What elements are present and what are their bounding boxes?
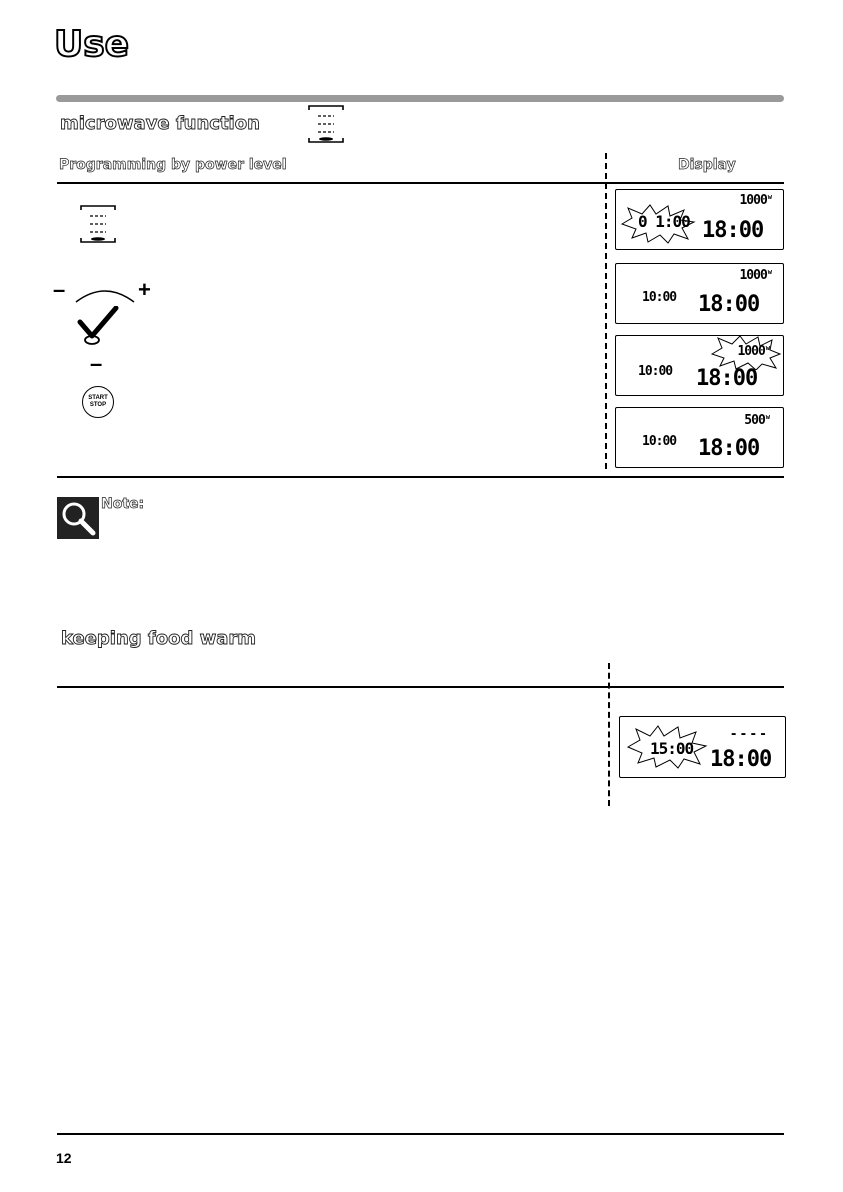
clock-readout: 18:00: [698, 436, 760, 461]
timer-readout: 10:00: [642, 434, 677, 449]
minus-sign-2: –: [90, 351, 103, 376]
minus-sign: –: [53, 277, 66, 302]
lcd-display-4: [615, 407, 784, 468]
power-readout: 1000$^w$: [737, 344, 769, 359]
column-header-display: Display: [678, 157, 736, 173]
lcd-display-1: [615, 189, 784, 250]
lcd-display-warm: [619, 716, 786, 778]
magnifier-icon: [57, 497, 99, 539]
timer-readout: 10:00: [642, 290, 677, 305]
start-label: START: [88, 395, 108, 401]
start-stop-button[interactable]: [82, 386, 114, 418]
stop-label: STOP: [89, 402, 107, 408]
power-readout: 500$^w$: [744, 413, 769, 428]
timer-readout: 15:00: [650, 739, 694, 758]
column-divider-warm: [608, 663, 610, 806]
plus-sign: +: [138, 277, 151, 302]
knob-arc-icon[interactable]: [74, 286, 136, 306]
clock-readout: 18:00: [710, 747, 772, 772]
table-bottom-rule: [57, 476, 784, 478]
power-readout: ----: [729, 727, 769, 742]
clock-readout: 18:00: [698, 292, 760, 317]
timer-readout: 0 1:00: [638, 212, 690, 231]
confirm-check-icon[interactable]: [76, 306, 120, 346]
footer-rule: [57, 1133, 784, 1135]
clock-readout: 18:00: [702, 218, 764, 243]
clock-readout: 18:00: [696, 366, 758, 391]
section-title-microwave: microwave function: [60, 113, 260, 134]
power-readout: 1000$^w$: [739, 268, 771, 283]
header-rule: [56, 95, 784, 102]
table-top-rule: [57, 182, 784, 184]
warm-top-rule: [57, 686, 784, 688]
timer-readout: 10:00: [638, 364, 673, 379]
column-divider: [605, 153, 607, 469]
column-header-programming: Programming by power level: [59, 157, 287, 173]
section-title-warm: keeping food warm: [61, 628, 257, 649]
page-title: Use: [54, 24, 130, 65]
microwave-icon: [306, 104, 346, 144]
note-label: Note:: [101, 496, 145, 512]
power-readout: 1000$^w$: [739, 193, 771, 208]
lcd-display-2: [615, 263, 784, 324]
page-number: 12: [56, 1150, 72, 1166]
lcd-display-3: [615, 335, 784, 396]
microwave-button-icon[interactable]: [78, 204, 118, 244]
